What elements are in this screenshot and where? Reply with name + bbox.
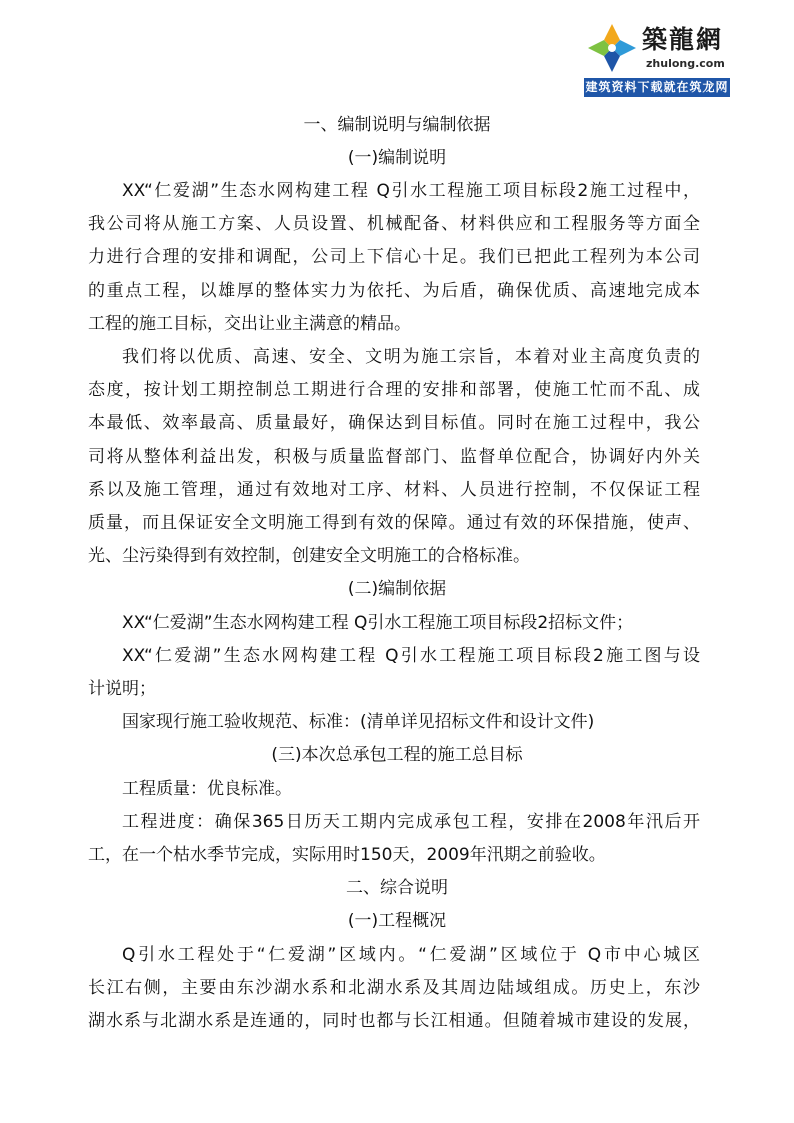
paragraph-line: 工程的施工目标，交出让业主满意的精品。 <box>88 314 411 334</box>
paragraph-line: 光、尘污染得到有效控制，创建安全文明施工的合格标准。 <box>88 546 530 566</box>
basis-item: XX“仁爱湖”生态水网构建工程 Q引水工程施工项目标段2招标文件； <box>122 613 634 633</box>
subheading-compile-notes: (一)编制说明 <box>347 148 447 168</box>
paragraph-line: 力进行合理的安排和调配，公司上下信心十足。我们已把此工程列为本公司 <box>88 247 700 267</box>
paragraph-line: 本最低、效率最高、质量最好，确保达到目标值。同时在施工过程中，我公 <box>88 413 700 433</box>
section-heading-2: 二、综合说明 <box>346 878 448 898</box>
brand-name: 築龍網 <box>642 25 724 54</box>
paragraph-line: 我公司将从施工方案、人员设置、机械配备、材料供应和工程服务等方面全 <box>88 214 700 234</box>
paragraph-line: Q引水工程处于“仁爱湖”区域内。“仁爱湖”区域位于 Q市中心城区 <box>122 945 700 965</box>
goal-item: 工程进度：确保365日历天工期内完成承包工程，安排在2008年汛后开 <box>122 812 700 832</box>
goal-item: 工，在一个枯水季节完成，实际用时150天，2009年汛期之前验收。 <box>88 845 606 865</box>
paragraph-line: 质量，而且保证安全文明施工得到有效的保障。通过有效的环保措施，使声、 <box>88 513 700 533</box>
paragraph-line: 湖水系与北湖水系是连通的，同时也都与长江相通。但随着城市建设的发展， <box>88 1011 700 1031</box>
basis-item: XX“仁爱湖”生态水网构建工程 Q引水工程施工项目标段2施工图与设 <box>122 646 700 666</box>
brand-url: zhulong.com <box>646 57 725 70</box>
section-heading-1: 一、编制说明与编制依据 <box>303 115 491 135</box>
subheading-project-overview: (一)工程概况 <box>347 911 447 931</box>
paragraph-line: XX“仁爱湖”生态水网构建工程 Q引水工程施工项目标段2施工过程中， <box>122 181 700 201</box>
basis-item: 计说明； <box>88 679 156 699</box>
paragraph-line: 系以及施工管理，通过有效地对工序、材料、人员进行控制，不仅保证工程 <box>88 480 700 500</box>
brand-banner: 建筑资料下载就在筑龙网 <box>584 78 730 97</box>
paragraph-line: 的重点工程，以雄厚的整体实力为依托、为后盾，确保优质、高速地完成本 <box>88 281 700 301</box>
subheading-overall-goals: (三)本次总承包工程的施工总目标 <box>271 745 523 765</box>
paragraph-line: 我们将以优质、高速、安全、文明为施工宗旨，本着对业主高度负责的 <box>122 347 700 367</box>
paragraph-line: 长江右侧，主要由东沙湖水系和北湖水系及其周边陆域组成。历史上，东沙 <box>88 978 700 998</box>
paragraph-line: 态度，按计划工期控制总工期进行合理的安排和部署，使施工忙而不乱、成 <box>88 380 700 400</box>
paragraph-line: 司将从整体利益出发，积极与质量监督部门、监督单位配合，协调好内外关 <box>88 447 700 467</box>
subheading-compile-basis: (二)编制依据 <box>347 579 447 599</box>
basis-item: 国家现行施工验收规范、标准：(清单详见招标文件和设计文件) <box>122 712 595 732</box>
goal-item: 工程质量：优良标准。 <box>122 779 292 799</box>
